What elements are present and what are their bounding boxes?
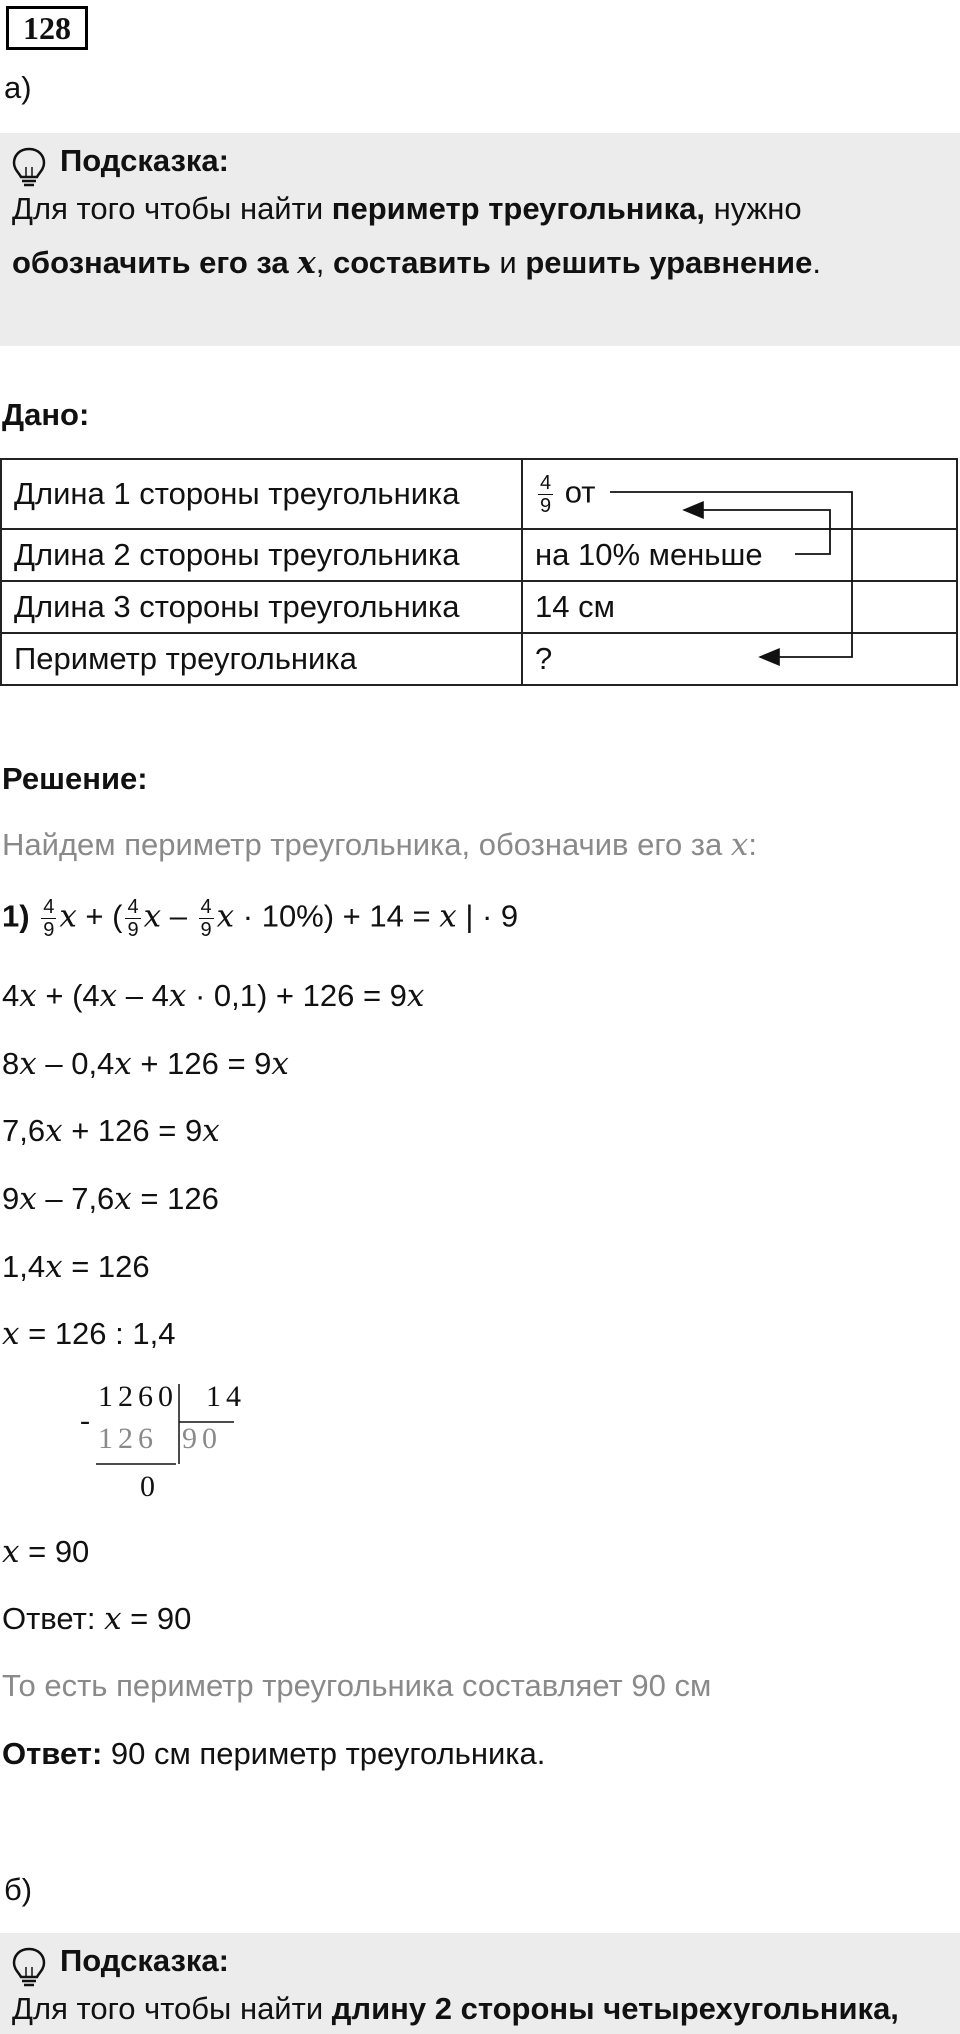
- table-cell: 14 см: [522, 581, 957, 633]
- long-division: 1260 14 - 126 90 0: [78, 1380, 258, 1510]
- hint-line-1: Для того чтобы найти периметр треугольника, нужно: [12, 191, 802, 226]
- equation-step: 1,4x = 126: [2, 1249, 150, 1285]
- division-lines: [78, 1380, 258, 1510]
- equation-1: 1) $\frac{4}{9}$ x + ( $\frac{4}{9}$ x – $\frac{4}{9}$ x · 10%) + 14 = x | · 9: [2, 896, 519, 941]
- solution-title: Решение:: [2, 761, 148, 796]
- table-cell: Длина 3 стороны треугольника: [1, 581, 522, 633]
- table-cell: $\frac{4}{9}$ от: [522, 459, 957, 529]
- lightbulb-icon: [10, 1945, 48, 1989]
- hint-box-b: [0, 1933, 960, 2034]
- equation-step: 7,6x + 126 = 9x: [2, 1113, 220, 1149]
- hint-box-a: [0, 133, 960, 346]
- fraction: $\frac{4}{9}$: [540, 471, 552, 517]
- table-cell: Периметр треугольника: [1, 633, 522, 685]
- equation-step: 4x + (4x – 4x · 0,1) + 126 = 9x: [2, 978, 425, 1014]
- fraction: $\frac{4}{9}$: [127, 896, 139, 941]
- table-cell: ?: [522, 633, 957, 685]
- final-answer: Ответ: 90 см периметр треугольника.: [2, 1736, 546, 1771]
- hint-title: Подсказка:: [10, 1943, 179, 1979]
- problem-number: 128: [6, 6, 88, 50]
- part-b-label: б): [4, 1872, 33, 1907]
- fraction: $\frac{4}{9}$: [200, 896, 212, 941]
- conclusion: То есть периметр треугольника составляет 90 см: [2, 1668, 712, 1703]
- equation-step: x = 126 : 1,4: [2, 1316, 176, 1352]
- hint-line-2: обозначить его за x, составить и решить уравнение.: [12, 245, 821, 281]
- lightbulb-icon: [10, 145, 48, 189]
- equation-step: 8x – 0,4x + 126 = 9x: [2, 1046, 289, 1082]
- hint-title: Подсказка:: [10, 143, 179, 179]
- fraction: $\frac{4}{9}$: [43, 896, 55, 941]
- equation-step: 9x – 7,6x = 126: [2, 1181, 219, 1217]
- part-a-label: а): [4, 70, 32, 105]
- answer-line: Ответ: x = 90: [2, 1601, 192, 1637]
- table-cell: на 10% меньше: [522, 529, 957, 581]
- hint-line-1: Для того чтобы найти длину 2 стороны четырехугольника,: [12, 1991, 899, 2026]
- table-cell: Длина 2 стороны треугольника: [1, 529, 522, 581]
- result: x = 90: [2, 1534, 90, 1570]
- relation-arrows: [0, 458, 960, 688]
- given-title: Дано:: [2, 397, 90, 432]
- table-cell: Длина 1 стороны треугольника: [1, 459, 522, 529]
- solution-intro: Найдем периметр треугольника, обозначив его за x:: [2, 827, 757, 863]
